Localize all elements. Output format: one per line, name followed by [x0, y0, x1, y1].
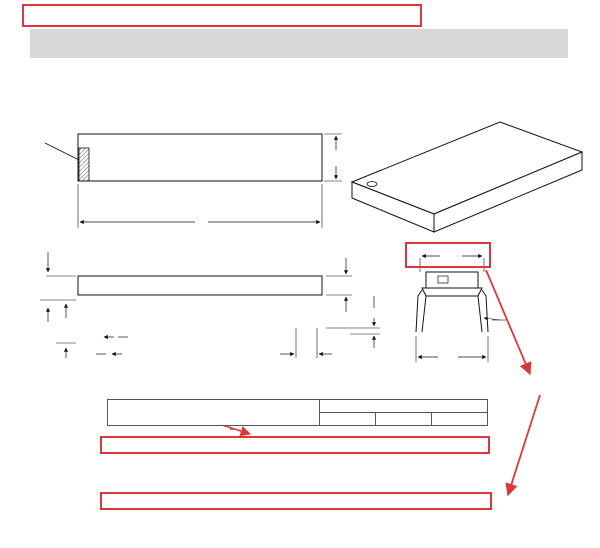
dimension-table — [107, 399, 488, 426]
units-value — [320, 400, 488, 413]
table-header-units — [108, 400, 488, 413]
narrow-arrow-table — [508, 395, 540, 495]
pitch-arrow — [222, 425, 250, 434]
col-max — [432, 413, 488, 426]
col-nom — [376, 413, 432, 426]
pin1-notch — [79, 148, 89, 181]
e-highlight — [406, 243, 490, 267]
iso-view — [352, 122, 582, 232]
side-view-body — [78, 276, 322, 295]
narrow-arrow-down — [486, 270, 530, 374]
end-view — [416, 256, 506, 362]
units-label — [108, 400, 320, 413]
dim-limits-label — [108, 413, 320, 426]
table-header-limits — [108, 413, 488, 426]
col-min — [320, 413, 376, 426]
top-view-body — [78, 134, 322, 181]
